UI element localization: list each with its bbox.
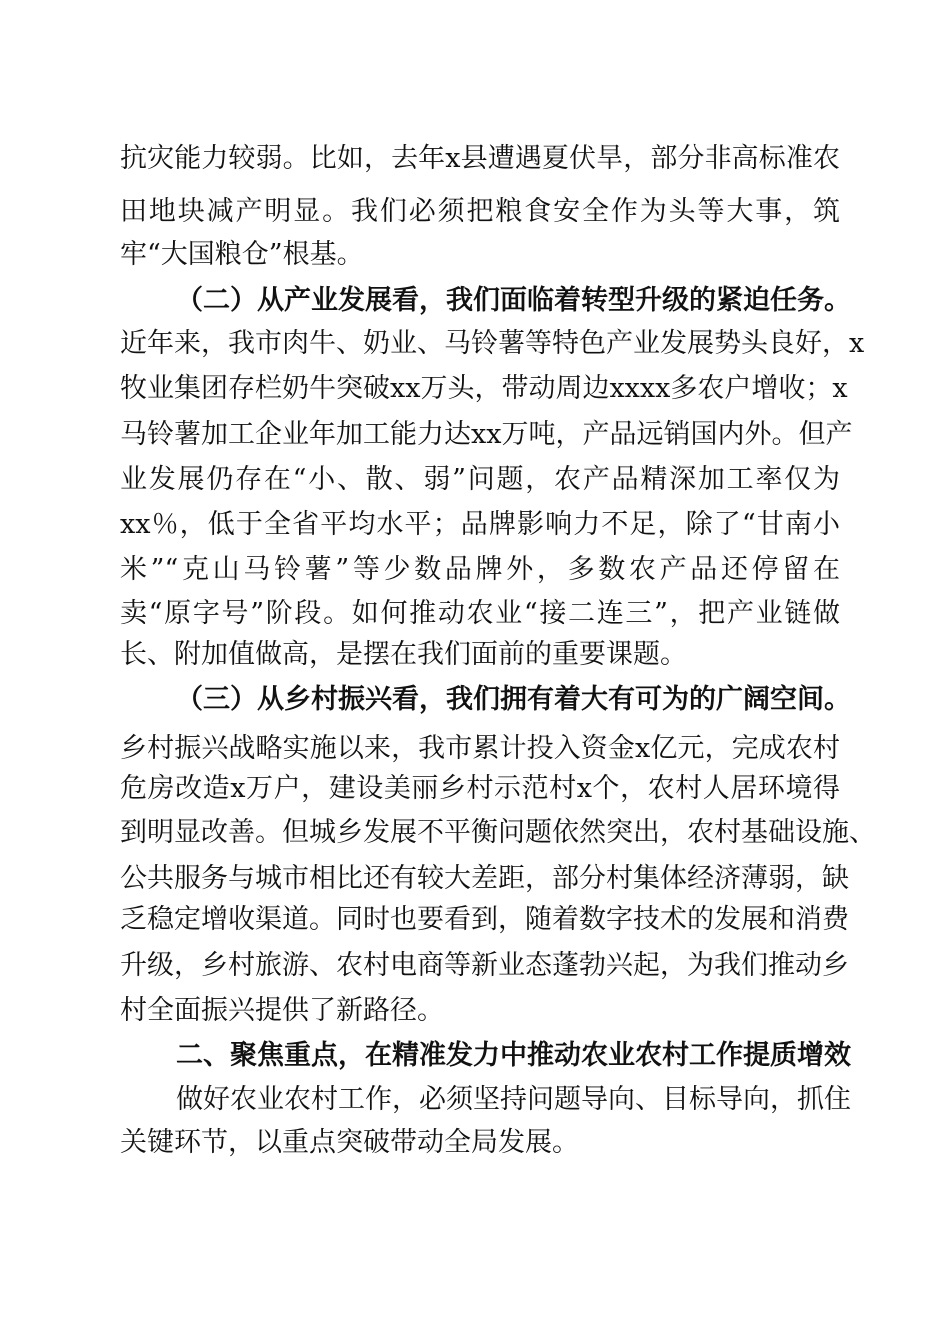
body-text-line: 田地块减产明显。我们必须把粮食安全作为头等大事，筑 [120, 196, 840, 227]
body-text-line: 米”“克山马铃薯”等少数品牌外，多数农产品还停留在 [120, 554, 840, 585]
section-heading-two: 二、聚焦重点，在精准发力中推动农业农村工作提质增效 [176, 1040, 851, 1071]
body-text-line: 牧业集团存栏奶牛突破xx万头，带动周边xxxx多农户增收；x [120, 373, 848, 404]
subsection-heading-three: （三）从乡村振兴看，我们拥有着大有可为的广阔空间。 [176, 684, 851, 715]
body-text-line: 牢“大国粮仓”根基。 [120, 239, 364, 270]
subsection-heading-two: （二）从产业发展看，我们面临着转型升级的紧迫任务。 [176, 285, 851, 316]
body-text-line: 乏稳定增收渠道。同时也要看到，随着数字技术的发展和消费 [120, 904, 849, 935]
body-text-line: 抗灾能力较弱。比如，去年x县遭遇夏伏旱，部分非高标准农 [120, 143, 840, 174]
body-text-line: 升级，乡村旅游、农村电商等新业态蓬勃兴起，为我们推动乡 [120, 950, 849, 981]
body-text-line: 公共服务与城市相比还有较大差距，部分村集体经济薄弱，缺 [120, 863, 849, 894]
body-text-line: xx％，低于全省平均水平；品牌影响力不足，除了“甘南小 [120, 509, 840, 540]
body-text-line: 马铃薯加工企业年加工能力达xx万吨，产品远销国内外。但产 [120, 419, 853, 450]
body-text-line: 乡村振兴战略实施以来，我市累计投入资金x亿元，完成农村 [120, 733, 840, 764]
body-text-line: 做好农业农村工作，必须坚持问题导向、目标导向，抓住 [176, 1084, 851, 1115]
body-text-line: 村全面振兴提供了新路径。 [120, 995, 444, 1026]
body-text-line: 业发展仍存在“小、散、弱”问题，农产品精深加工率仅为 [120, 464, 840, 495]
body-text-line: 到明显改善。但城乡发展不平衡问题依然突出，农村基础设施、 [120, 817, 876, 848]
body-text-line: 卖“原字号”阶段。如何推动农业“接二连三”，把产业链做 [120, 598, 840, 629]
body-text-line: 长、附加值做高，是摆在我们面前的重要课题。 [120, 639, 687, 670]
body-text-line: 近年来，我市肉牛、奶业、马铃薯等特色产业发展势头良好，x [120, 328, 865, 359]
body-text-line: 危房改造x万户，建设美丽乡村示范村x个，农村人居环境得 [120, 773, 840, 804]
body-text-line: 关键环节，以重点突破带动全局发展。 [120, 1127, 579, 1158]
